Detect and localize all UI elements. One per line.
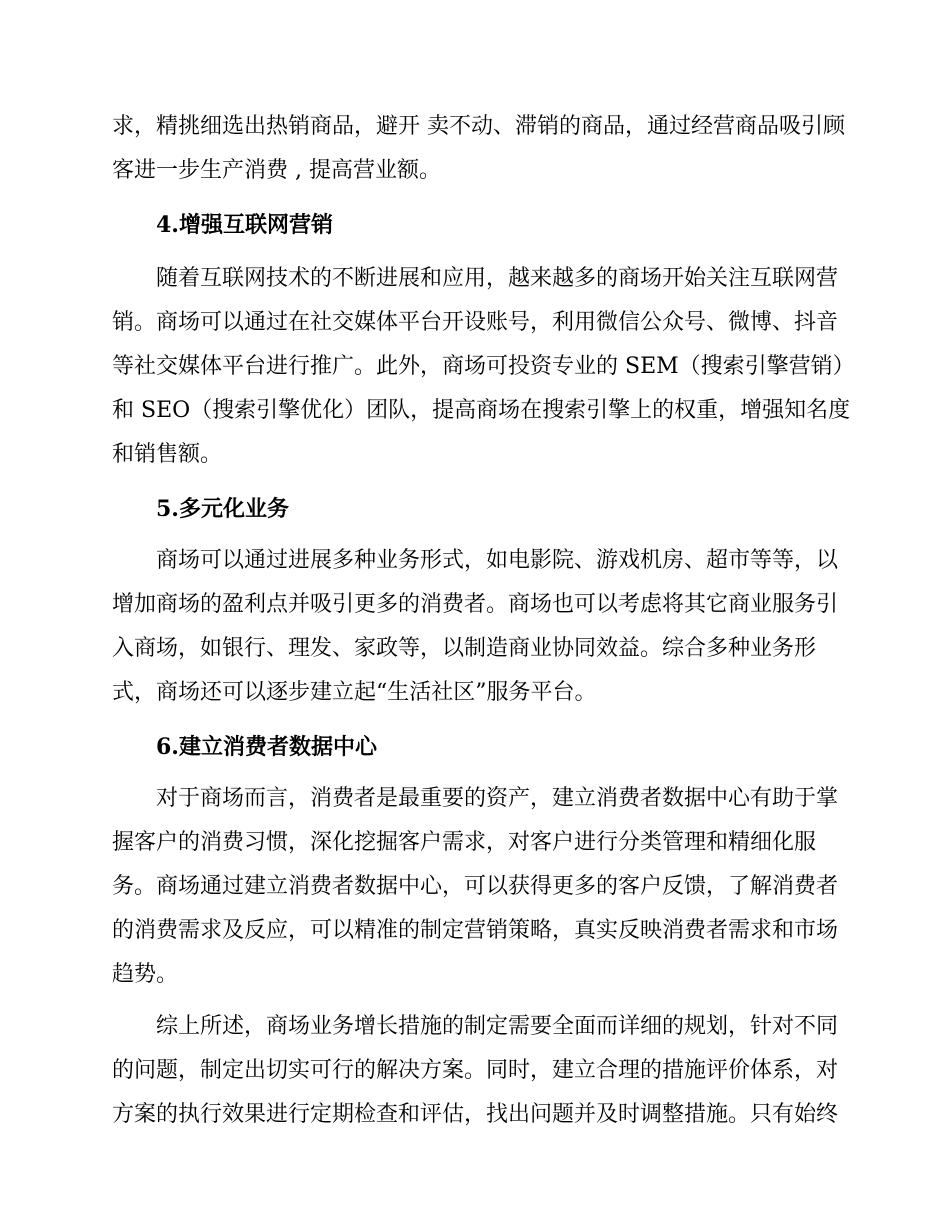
paragraph-1-line-2: 客进一步生产消费 , 提高营业额。: [112, 158, 441, 183]
paragraph-5-line-1: 商场可以通过进展多种业务形式，如电影院、游戏机房、超市等等，以: [156, 548, 839, 573]
paragraph-6-line-1: 对于商场而言，消费者是最重要的资产，建立消费者数据中心有助于掌: [156, 786, 839, 811]
paragraph-7-line-2: 的问题，制定出切实可行的解决方案。同时，建立合理的措施评价体系，对: [112, 1058, 839, 1083]
paragraph-6-line-4: 的消费需求及反应，可以精准的制定营销策略，真实反映消费者需求和市场: [112, 918, 839, 943]
paragraph-5-line-2: 增加商场的盈利点并吸引更多的消费者。商场也可以考虑将其它商业服务引: [112, 592, 839, 617]
paragraph-4-line-5: 和销售额。: [112, 442, 223, 467]
paragraph-6-line-2: 握客户的消费习惯，深化挖掘客户需求，对客户进行分类管理和精细化服: [112, 830, 817, 855]
paragraph-7-line-3: 方案的执行效果进行定期检查和评估，找出问题并及时调整措施。只有始终: [112, 1102, 839, 1127]
paragraph-6-line-5: 趋势。: [112, 962, 179, 987]
paragraph-5-line-3: 入商场，如银行、理发、家政等，以制造商业协同效益。综合多种业务形: [112, 636, 817, 661]
paragraph-4-line-3: 等社交媒体平台进行推广。此外，商场可投资专业的 SEM（搜索引擎营销）: [112, 354, 855, 379]
paragraph-5-line-4: 式，商场还可以逐步建立起“生活社区”服务平台。: [112, 680, 597, 705]
section-heading-5: 5.多元化业务: [156, 496, 289, 522]
paragraph-4-line-2: 销。商场可以通过在社交媒体平台开设账号，利用微信公众号、微博、抖音: [112, 310, 839, 335]
paragraph-7-line-1: 综上所述，商场业务增长措施的制定需要全面而详细的规划，针对不同: [156, 1014, 839, 1039]
section-heading-4: 4.增强互联网营销: [156, 212, 333, 238]
paragraph-6-line-3: 务。商场通过建立消费者数据中心，可以获得更多的客户反馈，了解消费者: [112, 874, 839, 899]
paragraph-4-line-4: 和 SEO（搜索引擎优化）团队，提高商场在搜索引擎上的权重，增强知名度: [112, 398, 851, 423]
paragraph-4-line-1: 随着互联网技术的不断进展和应用，越来越多的商场开始关注互联网营: [156, 266, 839, 291]
paragraph-1-line-1: 求，精挑细选出热销商品，避开 卖不动、滞销的商品，通过经营商品吸引顾: [112, 114, 845, 139]
section-heading-6: 6.建立消费者数据中心: [156, 734, 377, 760]
